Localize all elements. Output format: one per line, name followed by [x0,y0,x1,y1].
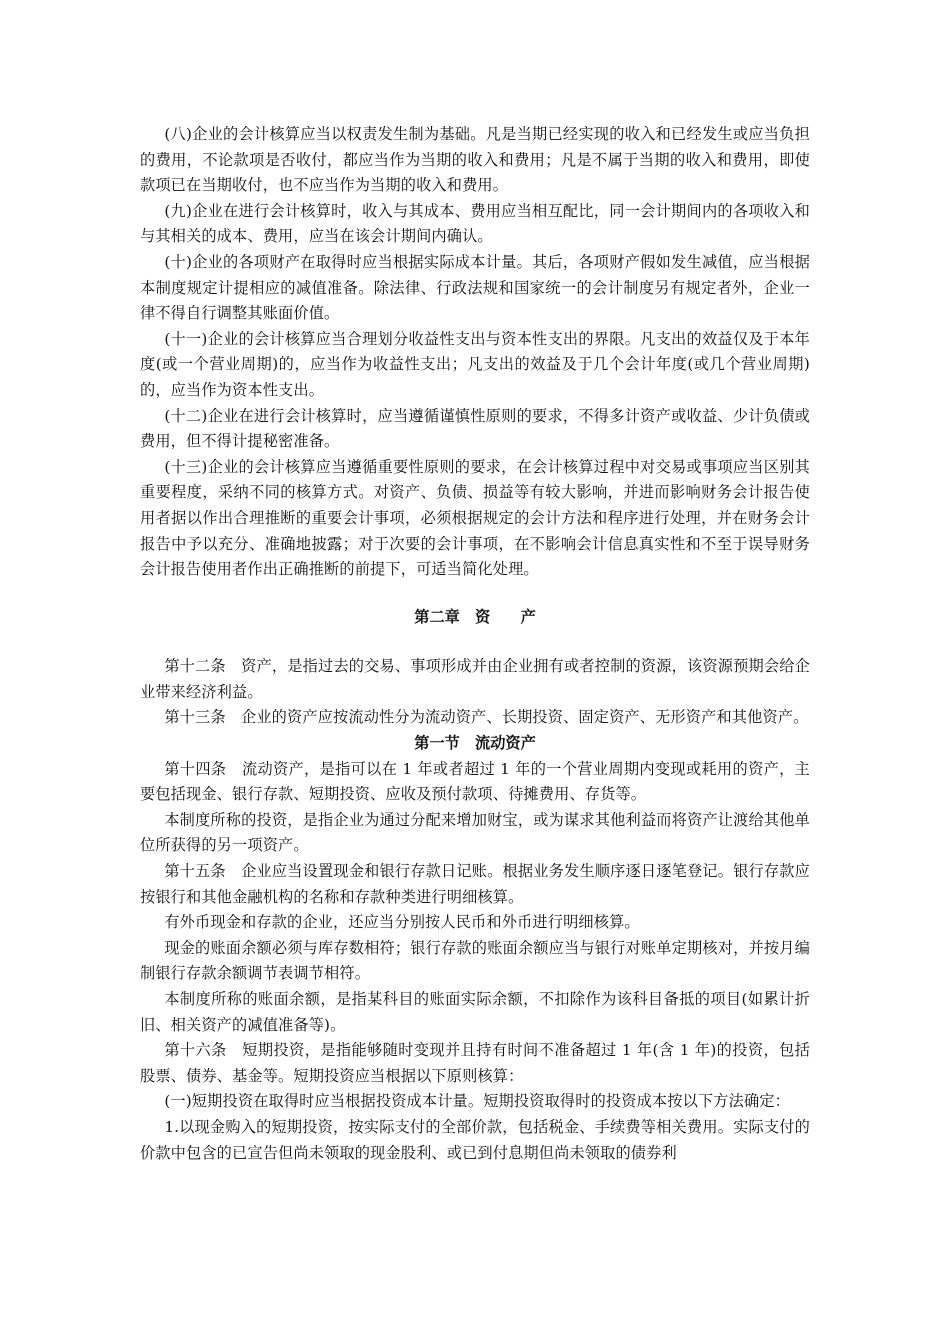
spacer [140,583,810,605]
paragraph-item-8: (八)企业的会计核算应当以权责发生制为基础。凡是当期已经实现的收入和已经发生或应当负担的费用，不论款项是否收付，都应当作为当期的收入和费用；凡是不属于当期的收入和费用，即使款项已在当期收付，也不应当作为当期的收入和费用。 [140,125,810,195]
article-16: 第十六条 短期投资，是指能够随时变现并且持有时间不准备超过 1 年(含 1 年)的投资，包括股票、债券、基金等。短期投资应当根据以下原则核算： [140,1041,810,1085]
paragraph-item-9: (九)企业在进行会计核算时，收入与其成本、费用应当相互配比，同一会计期间内的各项收入和与其相关的成本、费用，应当在该会计期间内确认。 [140,201,810,246]
paragraph-item-10: (十)企业的各项财产在取得时应当根据实际成本计量。其后，各项财产假如发生减值，应当根据本制度规定计提相应的减值准备。除法律、行政法规和国家统一的会计制度另有规定者外，企业一律不得自行调整其账面价值。 [140,252,810,323]
investment-definition: 本制度所称的投资，是指企业为通过分配来增加财宝，或为谋求其他利益而将资产让渡给其他单位所获得的另一项资产。 [140,810,810,855]
article-14: 第十四条 流动资产，是指可以在 1 年或者超过 1 年的一个营业周期内变现或耗用的资产，主要包括现金、银行存款、短期投资、应收及预付款项、待摊费用、存货等。 [140,759,810,804]
paragraph-item-11: (十一)企业的会计核算应当合理划分收益性支出与资本性支出的界限。凡支出的效益仅及于本年度(或一个营业周期)的，应当作为收益性支出；凡支出的效益及于几个会计年度(或几个营业周期)的，应当作为资本性支出。 [140,329,810,399]
foreign-currency-note: 有外币现金和存款的企业，还应当分别按人民币和外币进行明细核算。 [164,913,640,932]
article-15: 第十五条 企业应当设置现金和银行存款日记账。根据业务发生顺序逐日逐笔登记。银行存款应按银行和其他金融机构的名称和存款种类进行明细核算。 [140,862,810,906]
spacer [140,630,810,654]
article-16-item-1: (一)短期投资在取得时应当根据投资成本计量。短期投资取得时的投资成本按以下方法确定： [164,1092,790,1111]
article-16-item-1-1: 1.以现金购入的短期投资，按实际支付的全部价款，包括税金、手续费等相关费用。实际支付的价款中包含的已宣告但尚未领取的现金股利、或已到付息期但尚未领取的债券利 [140,1117,810,1162]
article-12: 第十二条 资产，是指过去的交易、事项形成并由企业拥有或者控制的资源，该资源预期会给企业带来经济利益。 [140,657,810,701]
article-13: 第十三条 企业的资产应按流动性分为流动资产、长期投资、固定资产、无形资产和其他资产。 [164,708,809,727]
book-balance-definition: 本制度所称的账面余额，是指某科目的账面实际余额，不扣除作为该科目备抵的项目(如累计折旧、相关资产的减值准备等)。 [140,990,810,1034]
chapter-title: 第二章 资 产 [414,607,536,626]
paragraph-item-12: (十二)企业在进行会计核算时，应当遵循谨慎性原则的要求，不得多计资产或收益、少计负债或费用，但不得计提秘密准备。 [140,406,810,451]
paragraph-item-13: (十三)企业的会计核算应当遵循重要性原则的要求，在会计核算过程中对交易或事项应当区别其重要程度，采纳不同的核算方式。对资产、负债、损益等有较大影响，并进而影响财务会计报告使用者据以作出合理推断的重要会计事项，必须根据规定的会计方法和程序进行处理，并在财务会计报告中予以充分、准确地披露；对于次要的会计事项，在不影响会计信息真实性和不至于误导财务会计报告使用者作出正确推断的前提下，可适当简化处理。 [140,457,810,579]
cash-balance-note: 现金的账面余额必须与库存数相符；银行存款的账面余额应当与银行对账单定期核对，并按月编制银行存款余额调节表调节相符。 [140,938,810,983]
section-title: 第一节 流动资产 [414,734,536,753]
document-page [140,122,810,1166]
